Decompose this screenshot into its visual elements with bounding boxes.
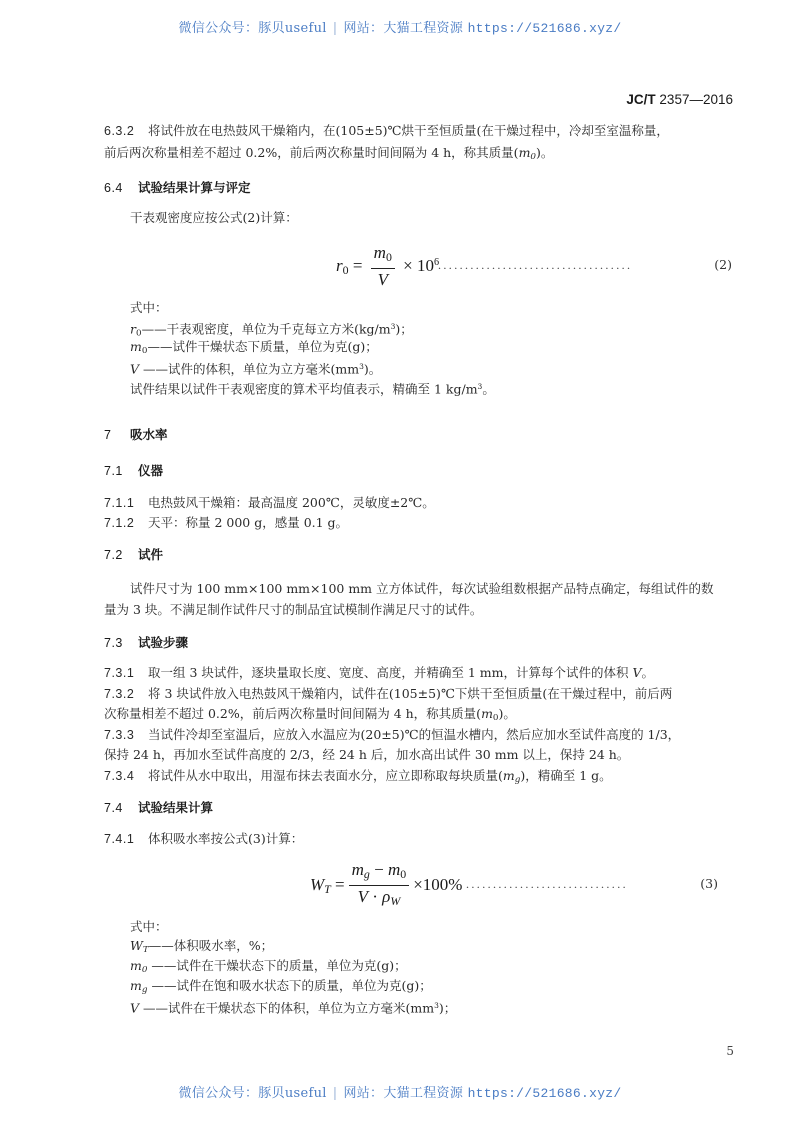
watermark-wechat: 微信公众号：豚贝useful <box>178 1086 327 1101</box>
heading-7-2: 7.2 试件 <box>104 547 164 562</box>
formula-2-fraction: $\frac{m_0}{V}$ <box>371 243 395 291</box>
watermark-separator: | <box>332 21 338 36</box>
variable-definition: $m_g$ ——试件在饱和吸水状态下的质量，单位为克(g)； <box>130 978 432 996</box>
formula-3-fraction: $\frac{m_g - m_0}{V \cdot \rho_W}$ <box>349 860 410 912</box>
variable-definition: $W_T——$体积吸水率，%； <box>130 938 274 956</box>
watermark-url[interactable]: https://521686.xyz/ <box>467 1086 622 1101</box>
variable-definition: $r_0——$干表观密度，单位为千克每立方米$(kg/m^3)$； <box>130 321 413 339</box>
watermark-separator: | <box>332 1086 338 1101</box>
standard-code: JC/T 2357—2016 <box>626 92 733 107</box>
clause-7-3-1: 7.3.1 取一组 3 块试件，逐块量取长度、宽度、高度，并精确至 1 mm，计算每个试件的体积 V。 <box>104 665 655 680</box>
clause-7-3-3-line2: 保持 24 h，再加水至试件高度的 2/3，经 24 h 后，加水高出试件 30 mm 以上，保持 24 h。 <box>104 747 630 762</box>
clause-7-3-2-line1: 7.3.2 将 3 块试件放入电热鼓风干燥箱内，试件在(105±5)℃下烘干至恒质量(在干燥过程中，前后两 <box>104 686 673 701</box>
heading-7-4: 7.4 试验结果计算 <box>104 800 214 815</box>
clause-7-1-1: 7.1.1 电热鼓风干燥箱：最高温度 200℃，灵敏度±2℃。 <box>104 495 435 510</box>
watermark-bottom <box>0 1082 800 1101</box>
clause-7-2-text-line2: 量为 3 块。不满足制作试件尺寸的制品宜试模制作满足尺寸的试件。 <box>104 602 483 617</box>
variable-definition: $m_0——$试件干燥状态下质量，单位为克(g)； <box>130 339 378 357</box>
clause-7-3-2-line2: 次称量相差不超过 0.2%，前后两次称量时间间隔为 4 h，称其质量$(m_0)$。 <box>104 706 516 724</box>
watermark-wechat: 微信公众号：豚贝useful <box>178 21 327 36</box>
where-label-1: 式中： <box>130 300 168 315</box>
watermark-url[interactable]: https://521686.xyz/ <box>467 21 622 36</box>
clause-7-4-1: 7.4.1 体积吸水率按公式(3)计算： <box>104 831 304 846</box>
page-number: 5 <box>726 1044 734 1058</box>
formula-3: $W_T$ = $\frac{m_g - m_0}{V \cdot \rho_W}$ ×100% <box>310 860 462 912</box>
clause-6-3-2-line2: 前后两次称量相差不超过 0.2%，前后两次称量时间间隔为 4 h，称其质量$(m_0)$。 <box>104 145 554 163</box>
formula-3-leader-dots: .............................. <box>466 877 628 891</box>
variable-definition: $m_0$ ——试件在干燥状态下的质量，单位为克(g)； <box>130 958 407 976</box>
clause-7-1-2: 7.1.2 天平：称量 2 000 g，感量 0.1 g。 <box>104 515 349 530</box>
heading-7: 7 吸水率 <box>104 427 168 442</box>
watermark-site: 网站：大猫工程资源 <box>343 1086 464 1101</box>
heading-6-4: 6.4 试验结果计算与评定 <box>104 180 251 195</box>
result-statement: 试件结果以试件干表观密度的算术平均值表示，精确至 1 $kg/m^3$。 <box>130 381 495 397</box>
where-label-2: 式中： <box>130 919 168 934</box>
heading-7-1: 7.1 仪器 <box>104 463 164 478</box>
formula-2-number: (2) <box>714 257 732 272</box>
variable-definition: V ——试件的体积，单位为立方毫米$(mm^3)$。 <box>130 361 382 377</box>
formula-2-leader-dots: .................................... <box>438 258 633 272</box>
clause-7-3-3-line1: 7.3.3 当试件冷却至室温后，应放入水温应为(20±5)℃的恒温水槽内，然后应加水至试件高度的 1/3， <box>104 727 681 742</box>
clause-7-3-4: 7.3.4 将试件从水中取出，用湿布抹去表面水分，应立即称取每块质量$(m_g)$，精确至 1 g。 <box>104 768 612 786</box>
clause-6-3-2-line1: 6.3.2 将试件放在电热鼓风干燥箱内，在(105±5)℃烘干至恒质量(在干燥过程中，冷却至室温称量， <box>104 123 669 138</box>
variable-definition: V ——试件在干燥状态下的体积，单位为立方毫米$(mm^3)$； <box>130 1000 457 1016</box>
formula-2: $r_0$ = $\frac{m_0}{V}$ × $10^6$ <box>336 243 440 289</box>
clause-7-2-text-line1: 试件尺寸为 100 mm×100 mm×100 mm 立方体试件，每次试验组数根据产品特点确定，每组试件的数 <box>130 581 714 596</box>
formula-3-number: (3) <box>700 876 718 891</box>
heading-7-3: 7.3 试验步骤 <box>104 635 189 650</box>
watermark-top <box>0 17 800 36</box>
formula2-intro: 干表观密度应按公式(2)计算： <box>130 210 298 225</box>
watermark-site: 网站：大猫工程资源 <box>343 21 464 36</box>
